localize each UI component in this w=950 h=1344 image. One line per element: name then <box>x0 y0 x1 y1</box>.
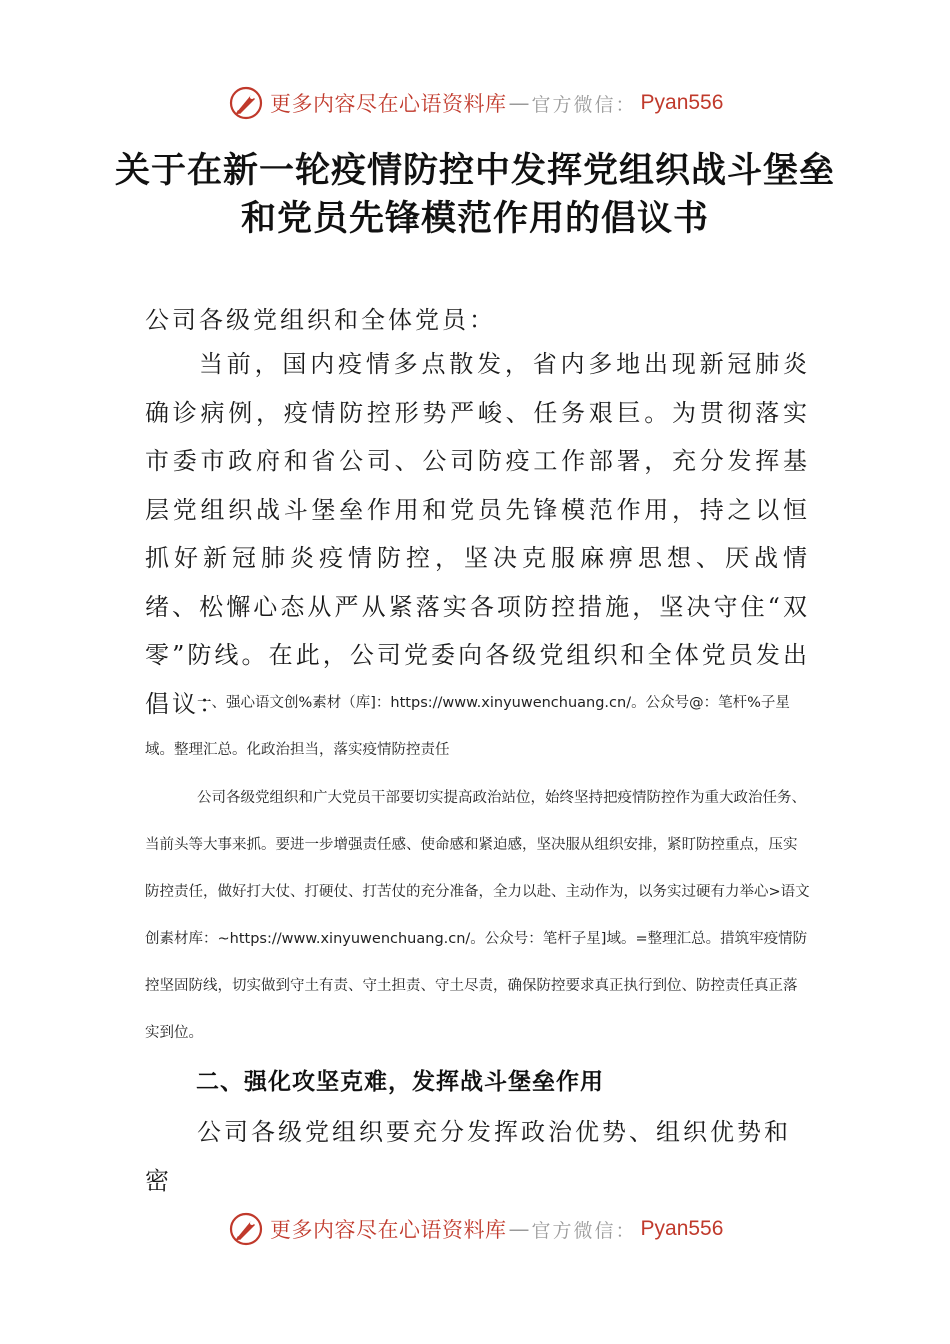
pen-nib-logo-icon <box>228 85 264 121</box>
banner-separator: — <box>508 1217 530 1241</box>
banner-text: 更多内容尽在心语资料库 <box>270 92 507 116</box>
pen-nib-logo-icon <box>228 1211 264 1247</box>
section2-heading: 二、强化攻坚克难，发挥战斗堡垒作用 <box>196 1069 604 1095</box>
salutation: 公司各级党组织和全体党员： <box>145 306 496 334</box>
section2-body: 公司各级党组织要充分发挥政治优势、组织优势和密 <box>145 1118 791 1195</box>
header-watermark-banner <box>228 83 728 123</box>
footer-watermark-banner <box>228 1209 728 1249</box>
section1-body-text: 公司各级党组织和广大党员干部要切实提高政治站位，始终坚持把疫情防控作为重大政治任务、当前头等大事来抓。要进一步增强责任感、使命感和紧迫感，坚决服从组织安排，紧盯防控重点，压实防控责任，做好打大仗、打硬仗、打苦仗的充分准备，全力以赴、主动作为，以务实过硬有力举心>语文创素材库：~https://www.xinyuwenchuang.cn/。公众号：笔杆子星]域。=整理汇总。措筑牢疫情防控坚固防线，切实做到守土有责、守土担责、守土尽责，确保防控要求真正执行到位、防控责任真正落实到位。 <box>145 790 810 1041</box>
section1-body <box>145 775 810 1057</box>
section1-heading-text: 一、强心语文创%素材（库]：https://www.xinyuwenchuang.cn/。公众号@：笔杆%子星域。整理汇总。化政治担当，落实疫情防控责任 <box>145 695 790 758</box>
banner-label: 官方微信： <box>531 1219 637 1242</box>
intro-paragraph: 当前，国内疫情多点散发，省内多地出现新冠肺炎确诊病例，疫情防控形势严峻、任务艰巨。为贯彻落实市委市政府和省公司、公司防疫工作部署，充分发挥基层党组织战斗堡垒作用和党员先锋模范作用，持之以恒抓好新冠肺炎疫情防控，坚决克服麻痹思想、厌战情绪、松懈心态从严从紧落实各项防控措施，坚决守住“双零”防线。在此，公司党委向各级党组织和全体党员发出倡议： <box>145 350 810 718</box>
banner-label: 官方微信： <box>531 93 637 116</box>
section1-heading <box>145 680 810 774</box>
banner-separator: — <box>508 91 530 115</box>
banner-text: 更多内容尽在心语资料库 <box>270 1218 507 1242</box>
banner-wechat-id: Pyan556 <box>640 1217 724 1240</box>
banner-wechat-id: Pyan556 <box>640 91 724 114</box>
document-title: 关于在新一轮疫情防控中发挥党组织战斗堡垒和党员先锋模范作用的倡议书 <box>114 150 835 239</box>
